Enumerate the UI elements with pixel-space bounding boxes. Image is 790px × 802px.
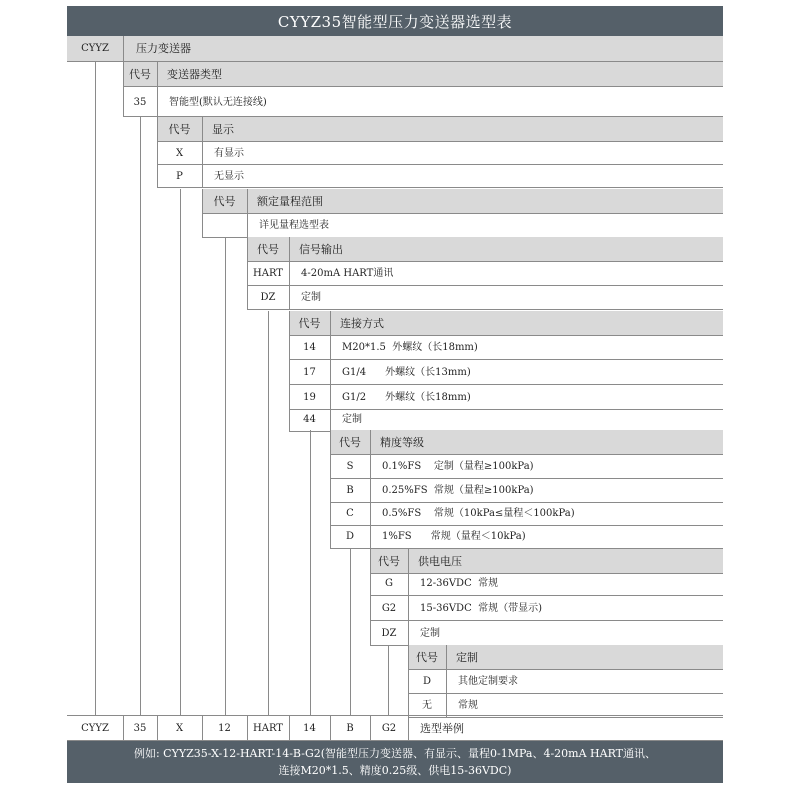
custom-option-code: 无 — [422, 700, 432, 711]
sheet-title: CYYZ35智能型压力变送器选型表 — [67, 6, 723, 36]
accuracy-code-header: 代号 — [339, 436, 361, 449]
type-code-header: 代号 — [129, 68, 151, 81]
example-cell-divider — [370, 716, 371, 741]
example-code-cell: G2 — [381, 723, 397, 734]
custom-code-header: 代号 — [416, 651, 438, 664]
example-code-cell: 12 — [218, 723, 231, 734]
display-header-row — [157, 117, 723, 142]
root-divider — [123, 36, 124, 62]
power-option-desc: 定制 — [420, 628, 440, 639]
accuracy-option-desc: 1%FS 常规（量程＜10kPa) — [382, 531, 526, 542]
accuracy-option-code: S — [346, 461, 354, 472]
power-option-code: DZ — [381, 628, 397, 639]
example-row — [67, 715, 723, 741]
example-code-cell: X — [175, 723, 184, 734]
power-option-code: G2 — [381, 603, 397, 614]
accuracy-option-code: D — [345, 531, 355, 542]
root-label: 压力变送器 — [136, 42, 191, 55]
signal-option-desc: 定制 — [301, 292, 321, 303]
example-code-cell: HART — [253, 723, 283, 734]
guide-line — [268, 311, 269, 715]
example-cell-divider — [157, 716, 158, 741]
signal-header: 信号输出 — [299, 243, 343, 256]
connection-option-desc: 定制 — [342, 414, 362, 425]
display-option-code: X — [175, 148, 184, 159]
guide-line — [388, 645, 389, 715]
example-code-cell: CYYZ — [81, 723, 109, 734]
display-option-code: P — [176, 171, 183, 182]
type-header: 变送器类型 — [167, 68, 222, 81]
connection-option-code: 14 — [303, 342, 316, 353]
accuracy-header: 精度等级 — [380, 436, 424, 449]
connection-option-desc: G1/4 外螺纹（长13mm) — [342, 367, 471, 378]
range-option-desc: 详见量程选型表 — [259, 220, 329, 231]
guide-line — [225, 237, 226, 715]
connection-option-code: 19 — [303, 392, 316, 403]
example-cell-divider — [202, 716, 203, 741]
display-header: 显示 — [212, 123, 234, 136]
connection-option-code: 44 — [303, 414, 316, 425]
accuracy-option-code: C — [346, 508, 354, 519]
example-code-cell: B — [346, 723, 354, 734]
signal-option-desc: 4-20mA HART通讯 — [301, 268, 394, 279]
guide-line — [140, 117, 141, 715]
power-header: 供电电压 — [418, 555, 462, 568]
range-header: 额定量程范围 — [257, 195, 323, 208]
guide-line — [180, 189, 181, 715]
custom-option-desc: 其他定制要求 — [458, 676, 518, 687]
example-code-cell: 35 — [133, 723, 147, 734]
type-option-desc: 智能型(默认无连接线) — [169, 97, 267, 108]
example-line-2: 连接M20*1.5、精度0.25级、供电15-36VDC) — [278, 764, 512, 777]
connection-option-desc: M20*1.5 外螺纹（长18mm) — [342, 342, 478, 353]
guide-line — [310, 430, 311, 715]
custom-option-row — [408, 670, 723, 694]
root-code: CYYZ — [81, 43, 109, 54]
signal-option-code: DZ — [260, 292, 276, 303]
example-line-1: 例如: CYYZ35-X-12-HART-14-B-G2(智能型压力变送器、有显示、量程0-1MPa、4-20mA HART通讯、 — [133, 747, 657, 760]
example-cell-divider — [247, 716, 248, 741]
example-cell-divider — [408, 716, 409, 741]
type-option-code: 35 — [133, 97, 147, 108]
guide-line — [350, 549, 351, 715]
example-footer — [67, 741, 723, 783]
example-cell-divider — [289, 716, 290, 741]
example-label: 选型举例 — [420, 722, 464, 735]
example-cell-divider — [123, 716, 124, 741]
connection-option-desc: G1/2 外螺纹（长18mm) — [342, 392, 471, 403]
accuracy-option-code: B — [346, 485, 354, 496]
range-code-header: 代号 — [213, 195, 236, 208]
custom-header: 定制 — [456, 651, 478, 664]
custom-option-code: D — [422, 676, 432, 687]
accuracy-option-desc: 0.5%FS 常规（10kPa≤量程＜100kPa) — [382, 508, 575, 519]
example-code-cell: 14 — [303, 723, 316, 734]
guide-line — [95, 62, 96, 715]
display-option-desc: 有显示 — [214, 148, 244, 159]
connection-code-header: 代号 — [298, 317, 321, 330]
power-option-desc: 12-36VDC 常规 — [420, 578, 499, 589]
accuracy-option-desc: 0.1%FS 定制（量程≥100kPa) — [382, 461, 534, 472]
connection-header: 连接方式 — [340, 317, 384, 330]
custom-option-desc: 常规 — [458, 700, 478, 711]
display-option-desc: 无显示 — [214, 171, 244, 182]
display-code-header: 代号 — [168, 123, 191, 136]
power-code-header: 代号 — [378, 555, 400, 568]
signal-code-header: 代号 — [257, 243, 279, 256]
connection-option-code: 17 — [303, 367, 316, 378]
signal-option-code: HART — [253, 268, 283, 279]
power-option-desc: 15-36VDC 常规（带显示) — [420, 603, 542, 614]
power-option-code: G — [385, 578, 393, 589]
example-cell-divider — [330, 716, 331, 741]
accuracy-option-desc: 0.25%FS 常规（量程≥100kPa) — [382, 485, 534, 496]
